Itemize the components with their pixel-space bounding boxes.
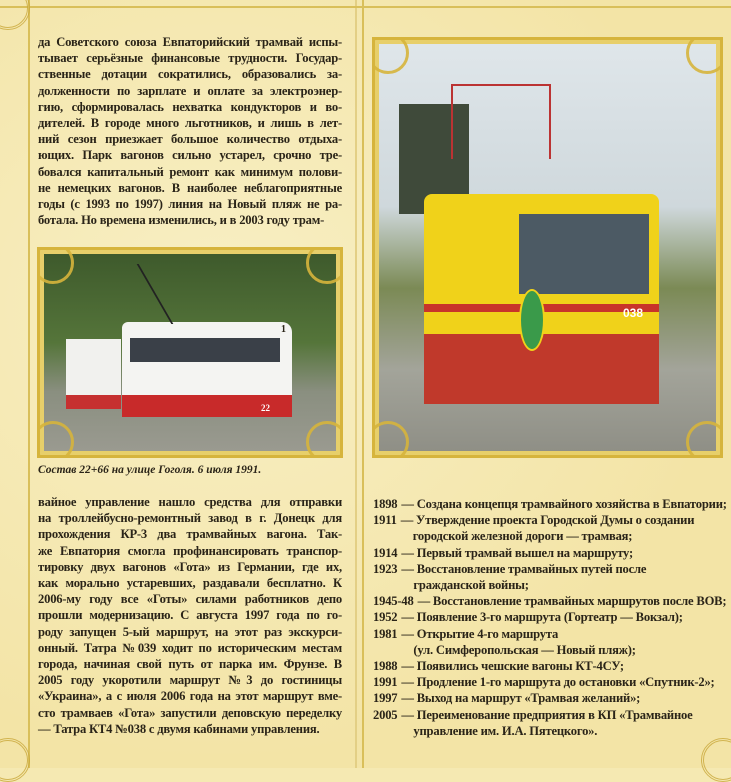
timeline-year: 1952 [373,610,398,625]
timeline-item [373,496,729,512]
paragraph-line: как морально устаревших, раздавали бесплатно. К [38,576,342,591]
decorative-border [28,0,30,768]
timeline-text: — Появились чешские вагоны КТ-4СУ; [401,659,624,674]
timeline-text: — Продление 1-го маршрута до остановки «Спутник-2»; [401,675,715,690]
paragraph-line: на троллейбусно-ремонтный завод в г. Донецк для [38,511,342,526]
timeline-year: 1945-48 [373,594,414,609]
history-paragraph-bottom [38,494,342,737]
paragraph-line: сто трамваев «Гота» запустили деповскую переделку [38,705,342,720]
timeline-item [373,609,729,625]
timeline-year: 1988 [373,659,398,674]
ornament-icon [0,0,30,30]
pantograph [137,264,232,324]
history-paragraph-top [38,34,342,228]
paragraph-line: ственные дотации сократились, образовались за- [38,67,342,82]
timeline-item [373,561,729,593]
fold-line [355,0,357,768]
pantograph [451,84,551,159]
paragraph-line: города, начиная свой путь от парка им. Фрунзе. В [38,657,342,672]
paragraph-line: не немецких вагонов. В наиболее неблагоприятные [38,180,342,195]
decorative-border [362,0,364,768]
tram-body [424,194,659,404]
timeline-item [373,707,729,739]
timeline-item [373,658,729,674]
ornament-icon [701,738,731,782]
timeline-text: — Переименование предприятия в КП «Трамвайное [401,707,693,722]
paragraph-line: да Советского союза Евпаторийский трамвай испы- [38,35,342,49]
paragraph-line: роду запущен 5-ый маршрут, на этот раз экскурси- [38,624,342,639]
route-number: 1 [281,324,286,335]
ornament-icon [686,421,723,458]
tram-number: 038 [622,306,643,320]
tram-trailer [66,339,121,409]
ornament-icon [306,421,343,458]
paragraph-line: годы (с 1993 по 1997) линия на Новый пляж не ра- [38,197,342,212]
paragraph-line: прошли модернизацию. С августа 1997 года по го- [38,608,342,623]
timeline-text: — Появление 3-го маршрута (Гортеатр — Вокзал); [401,610,683,625]
timeline-text: — Первый трамвай вышел на маршруту; [401,545,633,560]
timeline-item [373,545,729,561]
timeline-item [373,674,729,690]
timeline-item [373,626,729,658]
paragraph-line: тывает серьёзные финансовые трудности. Государ- [38,51,342,66]
paragraph-line: «Украина», а с июля 2006 года на этот маршрут вме- [38,689,342,704]
paragraph-line: — Татра КТ4 №038 с двумя кабинами управления. [38,721,320,736]
timeline-item [373,593,729,609]
timeline-text: гражданской войны; [413,578,529,593]
tram-history-timeline [373,496,729,739]
photo-caption: Состав 22+66 на улице Гоголя. 6 июля 1991. [38,464,262,476]
tram-number: 22 [261,403,270,413]
decorative-border [0,6,731,8]
timeline-year: 1898 [373,497,398,511]
timeline-text: — Открытие 4-го маршрута [401,626,559,641]
paragraph-line: бовался капитальный ремонт как минимум полови- [38,164,342,179]
timeline-item [373,512,729,544]
paragraph-line: вайное управление нашло средства для отправки [38,495,342,509]
timeline-text: управление им. И.А. Пятецкого». [413,723,598,738]
timeline-text: — Восстановление трамвайных путей после [401,561,647,576]
paragraph-line: тировку двух вагонов «Гота» из Германии, где их, [38,559,342,574]
paragraph-line: ющих. Парк вагонов сильно устарел, срочно тре- [38,148,342,163]
paragraph-line: онный. Татра №039 ходит по историческим местам [38,640,342,655]
photo-gotha-tram [37,247,343,458]
timeline-text: — Выход на маршрут «Трамвая желаний»; [401,691,641,706]
timeline-year: 1991 [373,675,398,690]
timeline-text: (ул. Симферопольская — Новый пляж); [413,642,636,657]
timeline-year: 1997 [373,691,398,706]
paragraph-line: же Евпатория смогла профинансировать транспор- [38,543,342,558]
timeline-text: — Восстановление трамвайных маршрутов после ВОВ; [417,594,727,609]
timeline-year: 2005 [373,707,398,722]
timeline-year: 1914 [373,545,398,560]
timeline-year: 1981 [373,626,398,641]
paragraph-line: ний сезон приезжает большое количество отдыха- [38,132,342,147]
paragraph-line: 2006-му году все «Готы» силами работников депо [38,592,342,607]
timeline-text: — Создана концепця трамвайного хозяйства в Евпатории; [401,497,727,511]
ornament-icon [0,738,30,782]
timeline-item [373,690,729,706]
paragraph-line: гию, сформировалась нехватка кондукторов и во- [38,99,342,114]
paragraph-line: ботала. Но времена изменились, и в 2003 году трам- [38,213,325,228]
tram-motor-car [122,322,292,417]
paragraph-line: дителей. В городе много льготников, и лишь в лет- [38,116,342,131]
timeline-year: 1911 [373,513,397,528]
timeline-text: городской железной дороги — трамвая; [412,529,633,544]
paragraph-line: долженности по зарплате и оплате за электроэнер- [38,83,342,98]
paragraph-line: 2005 году укоротили маршрут №3 до гостиницы [38,673,342,688]
photo-tatra-tram [372,37,723,458]
paragraph-line: прохождения КР-3 два трамвайных вагона. Так- [38,527,342,542]
timeline-text: — Утверждение проекта Городской Думы о создании [400,513,695,528]
timeline-year: 1923 [373,561,398,576]
